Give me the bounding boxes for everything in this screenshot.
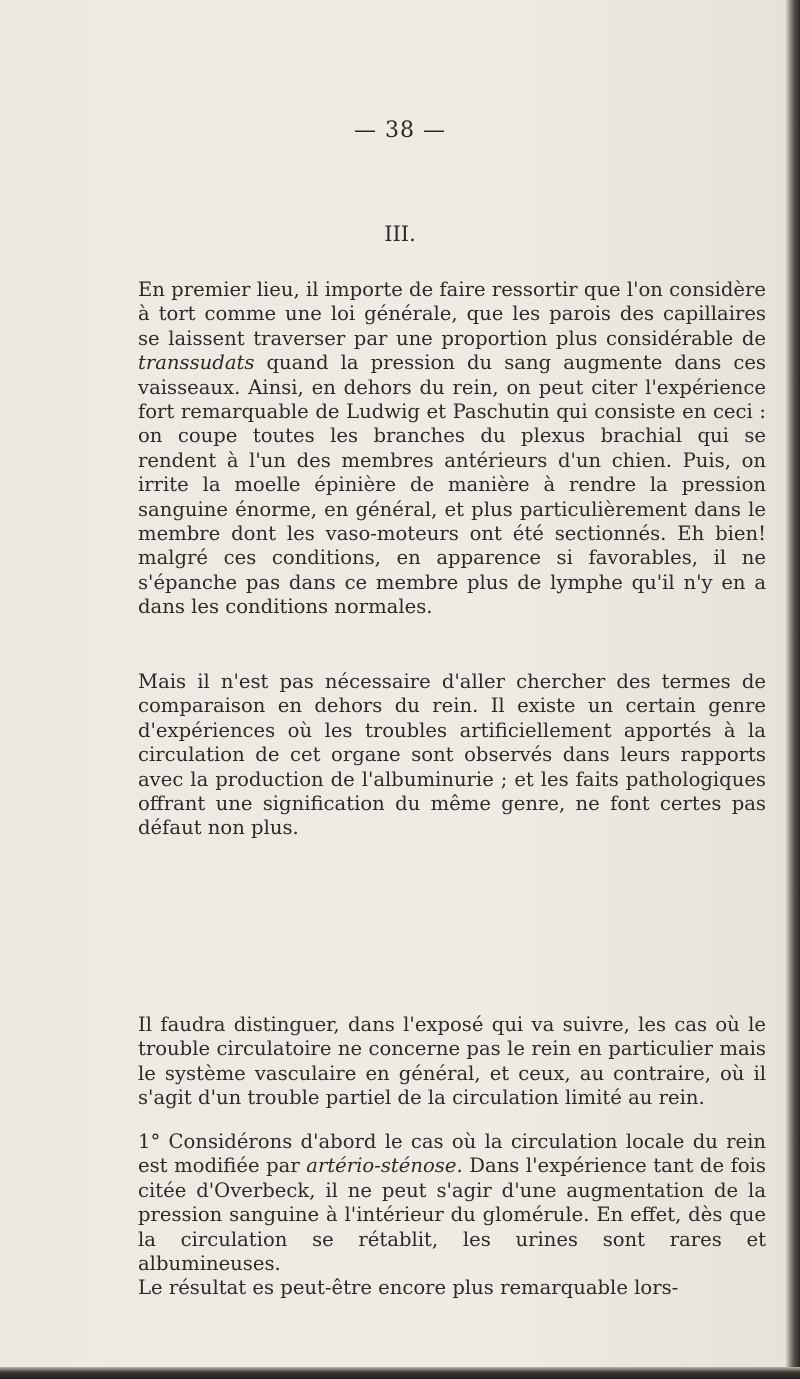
paragraph-3-text: Il faudra distinguer, dans l'exposé qui va suivre, les cas où le trouble circulatoire ne concerne pas le rein en particulier mais le système vasculaire en général, et ceux, au contraire, où il s'agit d'un trouble partiel de la circulation limité au rein. — [138, 1013, 766, 1110]
paragraph-3 — [138, 1013, 766, 1111]
paragraph-2 — [138, 670, 766, 841]
paragraph-2-text: Mais il n'est pas nécessaire d'aller chercher des termes de comparaison en dehors du rein. Il existe un certain genre d'expériences où les troubles artificiellement apportés à la circulation de cet organe sont observés dans leurs rapports avec la production de l'albuminurie ; et les faits pathologiques offrant une signification du même genre, ne font certes pas défaut non plus. — [138, 670, 766, 840]
page-number: — 38 — — [354, 118, 446, 143]
paragraph-1-part-c: quand la pression du sang augmente dans ces vaisseaux. Ainsi, en dehors du rein, on peut citer l'expérience fort remarquable de Ludwig et Paschutin qui consiste en ceci : on coupe toutes les branches du plexus brachial qui se rendent à l'un des membres antérieurs d'un chien. Puis, on irrite la moelle épinière de manière à rendre la pression sanguine énorme, en général, et plus particulièrement dans le membre dont les vaso-moteurs ont été sectionnés. Eh bien! malgré ces conditions, en apparence si favorables, il ne s'épanche pas dans ce membre plus de lymphe qu'il n'y en a dans les conditions normales. — [138, 351, 766, 619]
paragraph-4-part-c: . Dans l'expérience tant de fois citée d'Overbeck, il ne peut s'agir d'une augmentation de la pression sanguine à l'intérieur du glomérule. En effet, dès que la circulation se rétablit, les urines sont rares et albumineuses. — [138, 1154, 766, 1276]
page-bottom-edge-shadow — [0, 1367, 800, 1379]
paragraph-1-part-a: En premier lieu, il importe de faire ressortir que l'on considère à tort comme une loi générale, que les parois des capillaires se laissent traverser par une proportion plus considérable de — [138, 278, 766, 350]
paragraph-1-emphasis: transsudats — [138, 351, 255, 375]
page-right-edge-shadow — [786, 0, 800, 1379]
paragraph-4 — [138, 1130, 766, 1301]
section-heading: III. — [384, 222, 416, 246]
paragraph-1 — [138, 278, 766, 620]
paragraph-4-emphasis: artério-sténose — [306, 1154, 457, 1178]
paragraph-4-part-a: 1° Considérons d'abord le cas où la circulation locale du rein est modifiée par — [138, 1130, 766, 1178]
paragraph-5-text: Le résultat es peut-être encore plus remarquable lors- — [138, 1276, 679, 1300]
